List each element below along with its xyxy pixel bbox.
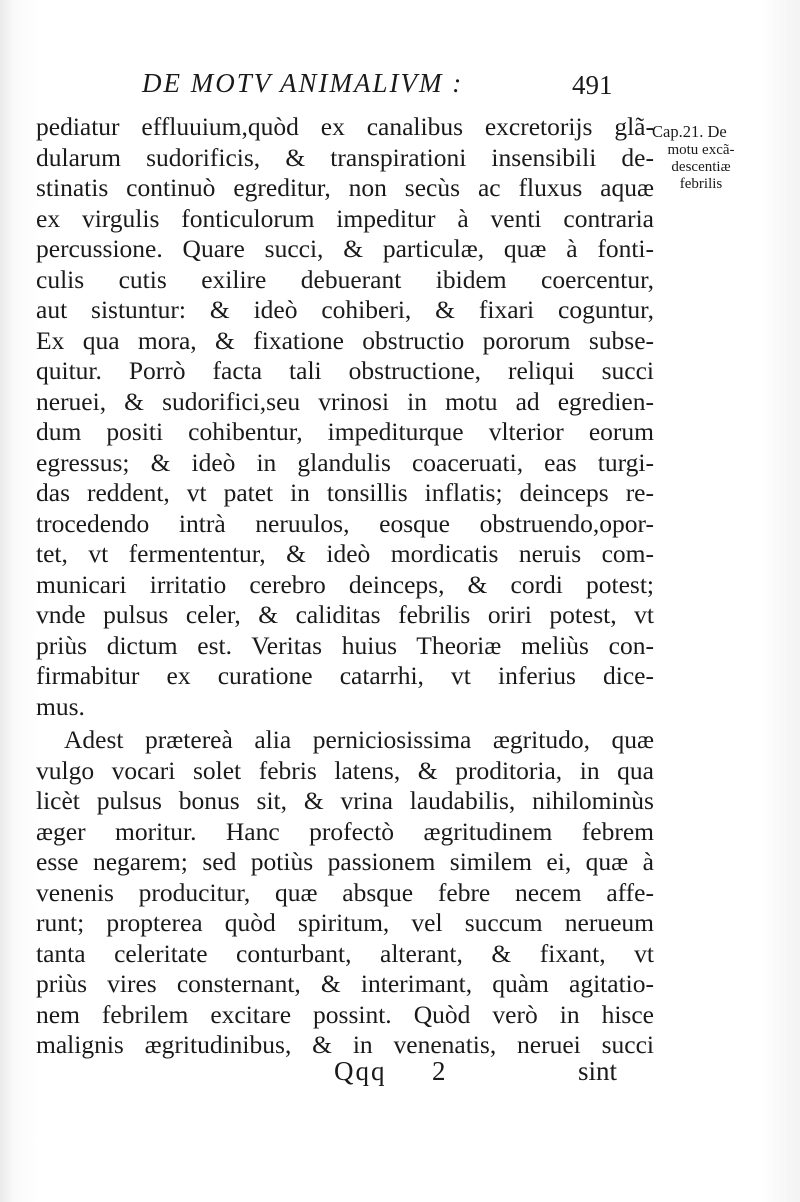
catchword: sint [578, 1056, 618, 1086]
text-line: egressus; & ideò in glandulis coaceruati, eas turgi- [36, 447, 654, 477]
text-line: æger moritur. Hanc profectò ægritudinem febrem [36, 816, 654, 846]
page-footer [0, 1056, 800, 1092]
page-number: 491 [572, 70, 613, 100]
text-line: tet, vt fermententur, & ideò mordicatis neruis com- [36, 539, 654, 568]
text-line: tanta celeritate conturbant, alterant, & fixant, vt [36, 938, 654, 968]
margin-note-line: Cap.21. De [652, 122, 727, 141]
text-line: venenis producitur, quæ absque febre necem affe- [36, 877, 654, 907]
text-line: percussione. Quare succi, & particulæ, quæ à fonti- [36, 234, 654, 263]
text-line: firmabitur ex curatione catarrhi, vt inferius dice- [36, 661, 654, 690]
text-line: nem febrilem excitare possint. Quòd verò in hisce [36, 999, 654, 1029]
text-line: das reddent, vt patet in tonsillis inflatis; deinceps re- [36, 478, 654, 507]
text-line: dularum sudorificis, & transpirationi insensibili de- [36, 142, 654, 172]
text-line: mus. [36, 691, 85, 721]
paragraph [36, 112, 654, 722]
text-line: Adest prætereà alia perniciosissima ægritudo, quæ [64, 725, 654, 754]
body-text [36, 112, 654, 1061]
text-line: Ex qua mora, & fixatione obstructio pororum subse- [36, 325, 654, 355]
text-line: pediatur effluuium,quòd ex canalibus excretorijs glã- [36, 112, 654, 141]
margin-note-line: febrilis [679, 176, 723, 192]
text-line: stinatis continuò egreditur, non secùs ac fluxus aquæ [36, 173, 654, 202]
text-line: priùs dictum est. Veritas huius Theoriæ meliùs con- [36, 630, 654, 660]
text-line: quitur. Porrò facta tali obstructione, reliqui succi [36, 356, 654, 385]
margin-note-line: motu excã- [667, 142, 735, 158]
text-line: vnde pulsus celer, & caliditas febrilis oriri potest, vt [36, 600, 654, 629]
text-line: malignis ægritudinibus, & in venenatis, neruei succi [36, 1030, 654, 1059]
signature-number: 2 [432, 1056, 446, 1086]
paragraph [36, 725, 654, 1061]
text-line: dum positi cohibentur, impediturque vlterior eorum [36, 417, 654, 446]
text-line: culis cutis exilire debuerant ibidem coercentur, [36, 264, 654, 294]
text-line: trocedendo intrà neruulos, eosque obstruendo,opor- [36, 508, 654, 538]
text-line: aut sistuntur: & ideò cohiberi, & fixari coguntur, [36, 295, 654, 324]
margin-note [652, 122, 764, 193]
signature-mark: Qqq [334, 1056, 387, 1086]
text-line: priùs vires consternant, & interimant, quàm agitatio- [36, 969, 654, 998]
text-line: municari irritatio cerebro deinceps, & cordi potest; [36, 569, 654, 599]
margin-note-line: descentiæ [671, 159, 731, 175]
text-line: runt; propterea quòd spiritum, vel succum nerueum [36, 908, 654, 937]
text-line: licèt pulsus bonus sit, & vrina laudabilis, nihilominùs [36, 786, 654, 815]
text-line: neruei, & sudorifici,seu vrinosi in motu ad egredien- [36, 386, 654, 416]
text-line: esse negarem; sed potiùs passionem similem ei, quæ à [36, 847, 654, 876]
text-line: ex virgulis fonticulorum impeditur à venti contraria [36, 203, 654, 233]
running-title: DE MOTV ANIMALIVM : [142, 68, 464, 98]
text-line: vulgo vocari solet febris latens, & proditoria, in qua [36, 755, 654, 785]
